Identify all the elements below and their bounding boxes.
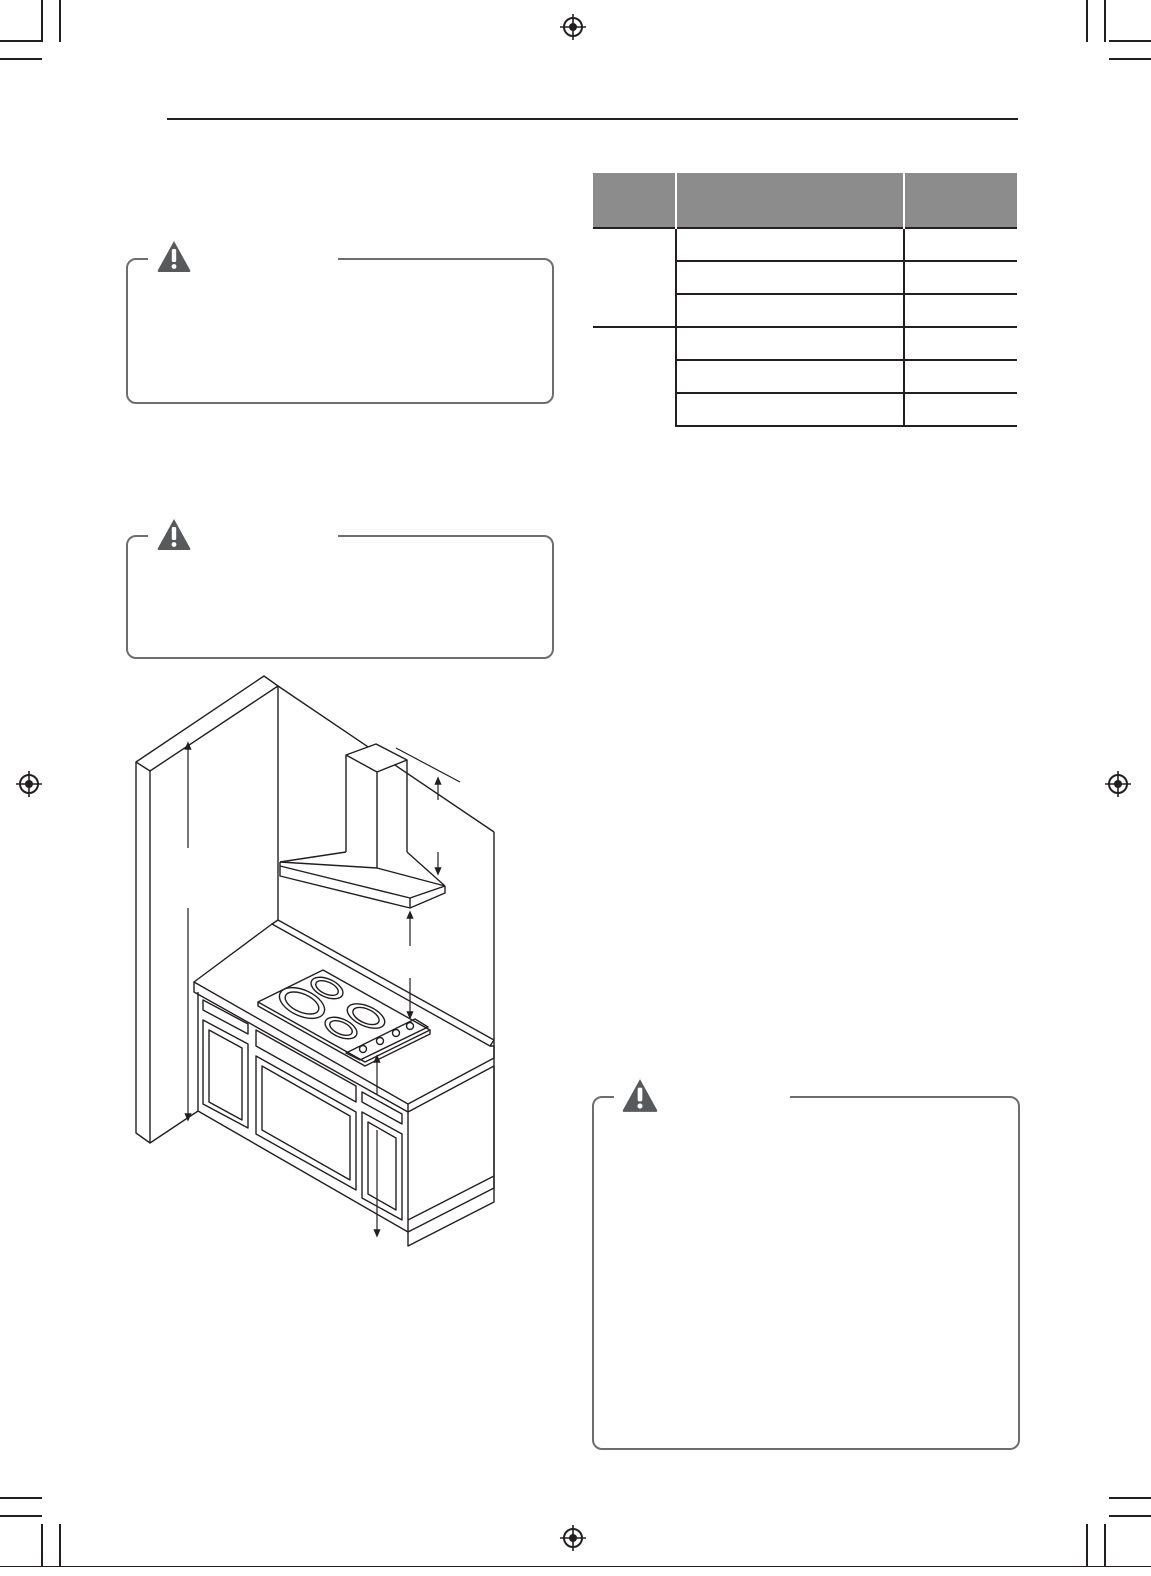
crop-mark — [0, 1497, 42, 1499]
table-cell — [904, 327, 1017, 360]
table-cell — [904, 393, 1017, 426]
cooktop — [258, 970, 430, 1066]
warning-triangle-icon — [156, 517, 192, 551]
table-cell — [904, 294, 1017, 327]
crop-mark — [41, 0, 43, 42]
table-row — [593, 228, 1017, 261]
table-cell — [904, 360, 1017, 393]
warning-triangle-icon — [621, 1077, 659, 1113]
table-group-cell — [593, 327, 676, 426]
table-cell — [904, 228, 1017, 261]
range-hood — [280, 744, 445, 908]
crop-mark — [1109, 1515, 1151, 1517]
crop-mark — [1109, 40, 1151, 42]
registration-mark-icon — [560, 1525, 586, 1551]
installation-clearance-diagram — [125, 670, 505, 1250]
table-header-cell — [904, 173, 1017, 228]
table-cell — [676, 327, 904, 360]
registration-mark-icon — [1105, 771, 1131, 797]
table-cell — [676, 393, 904, 426]
table-cell — [676, 228, 904, 261]
crop-mark — [59, 0, 61, 42]
table-header-cell — [676, 173, 904, 228]
crop-mark — [1086, 1524, 1088, 1566]
bottom-slug-line — [0, 1566, 1151, 1567]
crop-mark — [0, 40, 42, 42]
spec-table — [593, 173, 1017, 427]
crop-mark — [0, 1515, 42, 1517]
header-rule — [167, 118, 1018, 120]
crop-mark — [1086, 0, 1088, 42]
warning-box — [126, 258, 554, 404]
crop-mark — [59, 1524, 61, 1566]
table-row — [593, 327, 1017, 360]
registration-mark-icon — [16, 771, 42, 797]
table-cell — [904, 261, 1017, 294]
crop-mark — [1109, 58, 1151, 60]
table-cell — [676, 261, 904, 294]
table-header-cell — [593, 173, 676, 228]
table-group-cell — [593, 228, 676, 327]
crop-mark — [1109, 1497, 1151, 1499]
crop-mark — [0, 58, 42, 60]
warning-box — [592, 1096, 1020, 1450]
table-cell — [676, 360, 904, 393]
crop-mark — [1104, 0, 1106, 42]
table-cell — [676, 294, 904, 327]
warning-triangle-icon — [156, 239, 192, 273]
crop-mark — [41, 1524, 43, 1566]
warning-box — [126, 535, 554, 659]
registration-mark-icon — [560, 14, 586, 40]
crop-mark — [1104, 1524, 1106, 1566]
